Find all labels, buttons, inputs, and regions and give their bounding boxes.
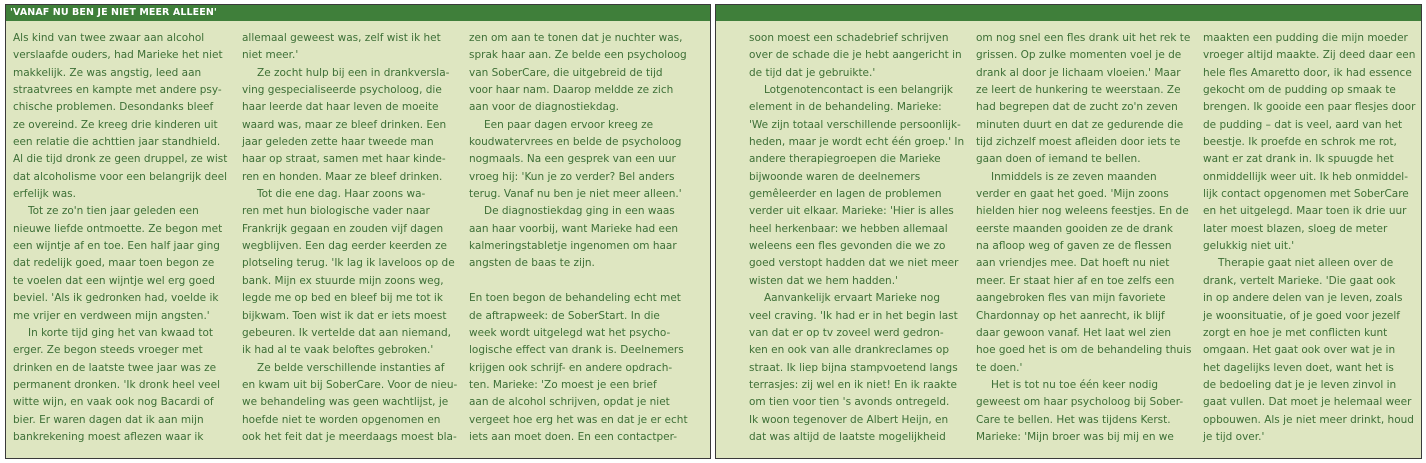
text-line: haar op straat, samen met haar kinde- [242,153,446,166]
text-line [469,273,694,290]
text-line: sprak haar aan. Ze belde een psycholoog [469,49,687,62]
text-line: krijgen ook schrijf- en andere opdrach- [469,361,673,374]
text-line: me vrijer en verdween mijn angsten.' [13,309,210,322]
text-line: had begrepen dat de zucht zo'n zeven [976,101,1178,114]
text-line: onmiddellijk weer uit. Ik heb onmiddel- [1203,170,1408,183]
text-line: lijk contact opgenomen met SoberCare [1203,188,1409,201]
text-line: weleens een fles gevonden die we zo [749,240,946,253]
text-line: te voelen dat een wijntje wel erg goed [13,274,215,287]
text-line: dat alcoholisme voor een belangrijk deel [13,170,228,183]
text-line: aan vriendjes mee. Dat hoeft nu niet [976,257,1170,270]
text-line: ze leert de hunkering te weerstaan. Ze [976,84,1181,97]
text-line: ook het feit dat je meerdaags moest bla- [242,430,457,443]
text-line: in op andere delen van je leven, zoals [1203,292,1403,305]
text-line: brengen. Ik gooide een paar flesjes door [1203,101,1416,114]
text-line: zen om aan te tonen dat je nuchter was, [469,32,683,44]
text-line: allemaal geweest was, zelf wist ik het [242,32,441,44]
text-line: andere therapiegroepen die Marieke [749,153,941,166]
text-line: om nog snel een fles drank uit het rek te [976,32,1191,44]
text-line: plotseling terug. 'Ik lag ik laveloos op de [242,257,455,270]
text-line: ze overeind. Ze kreeg drie kinderen uit [13,118,218,131]
text-line: aangebroken fles van mijn favoriete [976,292,1166,305]
text-line: witte wijn, en vaak ook nog Bacardi of [13,396,214,409]
text-line: De diagnostiekdag ging in een waas [484,205,675,218]
text-line: grissen. Op zulke momenten voel je de [976,49,1182,62]
text-line: ten. Marieke: 'Zo moest je een brief [469,378,657,391]
text-line: om tien voor tien 's avonds ontregeld. [749,396,950,409]
text-line: veel craving. 'Ik had er in het begin last [749,309,958,322]
text-line: bankrekening moest aflezen waar ik [13,430,204,443]
text-line: vroeg hij: 'Kun je zo verder? Bel anders [469,170,675,183]
text-line: In korte tijd ging het van kwaad tot [28,326,214,339]
text-line: chische problemen. Desondanks bleef [13,101,214,114]
text-line: Een paar dagen ervoor kreeg ze [484,118,654,131]
text-line: gekocht om de pudding op smaak te [1203,84,1396,97]
text-line: Frankrijk gegaan en zouden vijf dagen [242,222,444,235]
text-line: week wordt uitgelegd wat het psycho- [469,326,671,339]
text-line: over de schade die je hebt aangericht in [749,49,962,62]
text-line: van dat er op tv zoveel werd gedron- [749,326,944,339]
text-line: Aanvankelijk ervaart Marieke nog [764,292,940,305]
text-line: logische effect van drank is. Deelnemers [469,344,684,357]
text-line: hele fles Amaretto door, ik had essence [1203,66,1412,79]
text-line: minuten duurt en dat ze gedurende die [976,118,1184,131]
text-line: later moest blazen, sloeg de meter [1203,222,1388,235]
text-line: een wijntje af en toe. Een half jaar ging [13,240,220,253]
text-line: gaan doen of iemand te bellen. [976,153,1141,166]
text-line: bier. Er waren dagen dat ik aan mijn [13,413,204,426]
text-line: Ze belde verschillende instanties af [257,361,445,374]
article-header-bar: 'VANAF NU BEN JE NIET MEER ALLEEN' [6,5,710,21]
text-line: ren met hun biologische vader naar [242,205,430,218]
text-line: het dagelijks leven doet, want het is [1203,361,1394,374]
text-line: bijkwam. Toen wist ik dat er iets moest [242,309,447,322]
text-line: En toen begon de behandeling echt met [469,292,681,305]
text-line: aan voor de diagnostiekdag. [469,101,619,114]
text-line: waard was, maar ze bleef drinken. Een [242,118,447,131]
text-line: 'We zijn totaal verschillende persoonlijk- [749,118,961,131]
text-line: aan haar voorbij, want Marieke had een [469,222,679,235]
text-line: straatvrees en kampte met andere psy- [13,84,222,97]
text-line: beviel. 'Als ik gedronken had, voelde ik [13,292,219,305]
text-line: straat. Ik liep bijna stampvoetend langs [749,361,958,374]
text-line: dat redelijk goed, maar toen begon ze [13,257,215,270]
text-column-6 [1203,30,1418,446]
text-line: niet meer.' [242,49,299,62]
text-line: heel herkenbaar: we hebben allemaal [749,222,948,235]
text-line: geweest om haar psycholoog bij Sober- [976,396,1184,409]
text-line: we behandeling was geen wachtlijst, je [242,396,449,409]
right-page [715,4,1422,459]
text-line: de bedoeling dat je je leven zinvol in [1203,378,1397,391]
text-line: wegblijven. Een dag eerder keerden ze [242,240,448,253]
text-line: verslaafde ouders, had Marieke het niet [13,49,223,62]
text-line: drank al door je lichaam vloeien.' Maar [976,66,1181,79]
text-line: de aftrapweek: de SoberStart. In die [469,309,660,322]
text-line: Al die tijd dronk ze geen druppel, ze wist [13,153,228,166]
text-line: element in de behandeling. Marieke: [749,101,942,114]
text-line: erfelijk was. [13,188,76,201]
text-line: nieuwe liefde ontmoette. Ze begon met [13,222,223,235]
text-line: meer. Er staat hier af en toe zelfs een [976,274,1175,287]
text-line: angsten de baas te zijn. [469,257,595,270]
text-line: kalmeringstabletje ingenomen om haar [469,240,677,253]
text-line: Tot ze zo'n tien jaar geleden een [28,205,199,218]
text-line: Ik woon tegenover de Albert Heijn, en [749,413,949,426]
text-line: hoefde niet te worden opgenomen en [242,413,441,426]
text-line: hoe goed het is om de behandeling thuis [976,344,1192,357]
text-line: verder en gaat het goed. 'Mijn zoons [976,188,1169,201]
text-line: Inmiddels is ze zeven maanden [991,170,1157,183]
text-line: tijd zichzelf moest afleiden door iets te [976,136,1181,149]
text-line: iets aan moet doen. En een contactper- [469,430,678,443]
text-line: gemêleerder en lagen de problemen [749,188,942,201]
text-line: bijwoonde waren de deelnemers [749,170,921,183]
text-line: ik had al te vaak beloftes gebroken.' [242,344,434,357]
text-line: goed verstopt hadden dat we niet meer [749,257,959,270]
text-line: en het uitgelegd. Maar toen ik drie uur [1203,205,1407,218]
text-line: Ze zocht hulp bij een in drankversla- [257,66,450,79]
text-line: ren en honden. Maar ze bleef drinken. [242,170,443,183]
text-line: hielden hier nog weleens feestjes. En de [976,205,1189,218]
text-line: gaat vullen. Dat moet je helemaal weer [1203,396,1412,409]
text-line: makkelijk. Ze was angstig, leed aan [13,66,202,79]
text-line: zorgt en hoe je met conflicten kunt [1203,326,1388,339]
text-line: Therapie gaat niet alleen over de [1218,257,1394,270]
text-line: eerste maanden gooiden ze de drank [976,222,1173,235]
text-line: Lotgenotencontact is een belangrijk [764,84,953,97]
text-column-2 [242,30,464,446]
text-line: Care te bellen. Het was tijdens Kerst. [976,413,1171,426]
text-line: Marieke: 'Mijn broer was bij mij en we [976,430,1174,443]
text-line: beestje. Ik proefde en schrok me rot, [1203,136,1397,149]
text-line: gelukkig niet uit.' [1203,240,1295,253]
text-line: jaar geleden zette haar tweede man [242,136,434,149]
text-line: drank, vertelt Marieke. 'Die gaat ook [1203,274,1396,287]
text-line: je tijd over.' [1203,430,1265,443]
text-line: vergeet hoe erg het was en dat je er echt [469,413,688,426]
text-line: verder uit elkaar. Marieke: 'Hier is alles [749,205,954,218]
right-header-bar [716,5,1421,21]
text-line: bank. Mijn ex stuurde mijn zoons weg, [242,274,444,287]
text-line: heden, maar je wordt echt één groep.' In [749,136,965,149]
text-line: je woonsituatie, of je goed voor jezelf [1203,309,1400,322]
text-line: maakten een pudding die mijn moeder [1203,32,1408,44]
text-line: vroeger altijd maakte. Zij deed daar een [1203,49,1416,62]
text-line: opbouwen. Als je niet meer drinkt, houd [1203,413,1414,426]
text-line: Chardonnay op het aanrecht, ik blijf [976,309,1165,322]
text-line: permanent dronken. 'Ik dronk heel veel [13,378,221,391]
text-line: na afloop weg of gaven ze de flessen [976,240,1172,253]
text-line: daar gewoon vanaf. Het laat wel zien [976,326,1171,339]
text-line: soon moest een schadebrief schrijven [749,32,949,44]
text-line: wisten dat we hem hadden.' [749,274,898,287]
text-column-3 [469,30,694,446]
text-line: en kwam uit bij SoberCare. Voor de nieu- [242,378,458,391]
text-line: terug. Vanaf nu ben je niet meer alleen.' [469,188,682,201]
text-line: te doen.' [976,361,1023,374]
text-line: haar leerde dat haar leven de moeite [242,101,439,114]
text-line: voor haar nam. Daarop meldde ze zich [469,84,674,97]
text-line: want er zat drank in. Ik spuugde het [1203,153,1394,166]
text-line: erger. Ze begon steeds vroeger met [13,344,203,357]
text-line: drinken en de laatste twee jaar was ze [13,361,217,374]
text-line: Als kind van twee zwaar aan alcohol [13,32,205,44]
text-line: Tot die ene dag. Haar zoons wa- [257,188,426,201]
text-line: gebeuren. Ik vertelde dat aan niemand, [242,326,452,339]
text-line: nogmaals. Na een gesprek van een uur [469,153,676,166]
text-line: omgaan. Het gaat ook over wat je in [1203,344,1396,357]
text-line: ving gespecialiseerde psycholoog, die [242,84,442,97]
text-column-4 [749,30,969,446]
text-column-5 [976,30,1196,446]
text-line: Het is tot nu toe één keer nodig [991,378,1159,391]
text-line: van SoberCare, die uitgebreid de tijd [469,66,663,79]
text-line: koudwatervrees en belde de psycholoog [469,136,682,149]
text-line: terrasjes: zij wel en ik niet! En ik raakte [749,378,957,391]
left-page [5,4,711,459]
text-line: ken en ook van alle drankreclames op [749,344,949,357]
text-column-1 [13,30,231,446]
text-line: aan de alcohol schrijven, opdat je niet [469,396,670,409]
text-line: legde me op bed en bleef bij me tot ik [242,292,443,305]
text-line: een relatie die achttien jaar standhield. [13,136,221,149]
text-line: de pudding – dat is veel, aard van het [1203,118,1403,131]
text-line: de tijd dat je gebruikte.' [749,66,876,79]
text-line: dat was altijd de laatste mogelijkheid [749,430,946,443]
